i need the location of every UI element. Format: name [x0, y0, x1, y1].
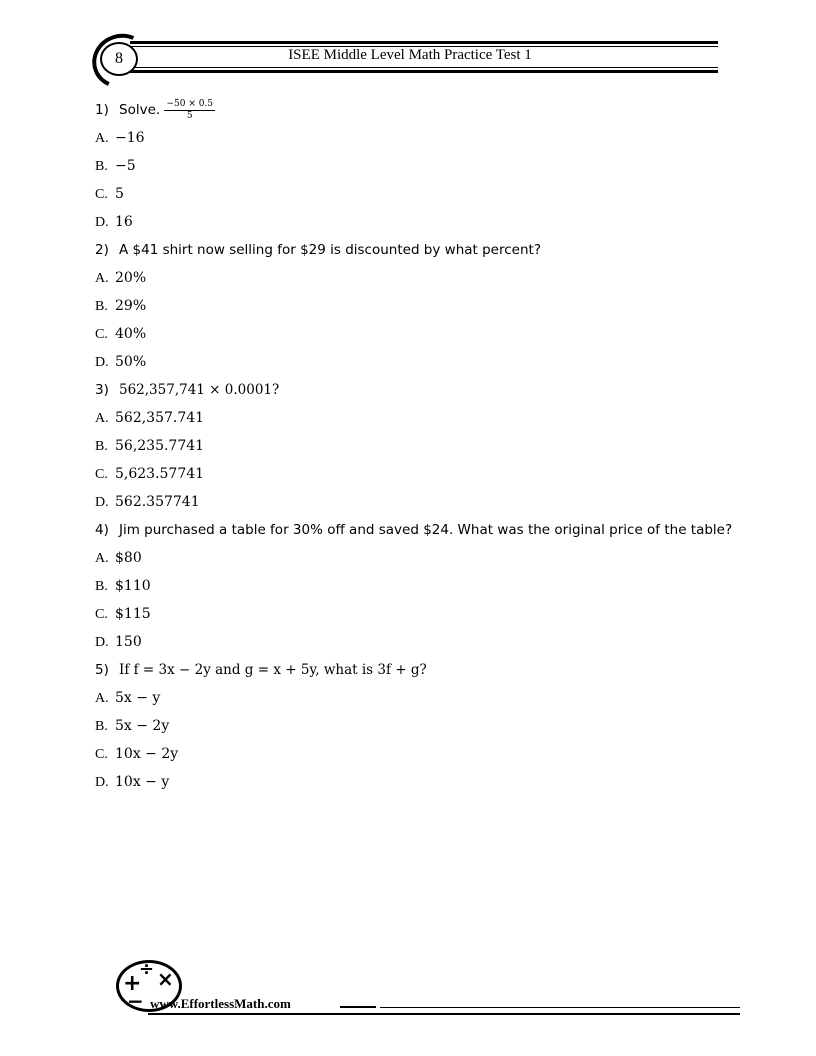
question-number: 3): [95, 382, 109, 398]
option-letter: C.: [95, 467, 108, 482]
answer-option[interactable]: [95, 432, 735, 460]
option-letter: B.: [95, 299, 108, 314]
answer-option[interactable]: [95, 712, 735, 740]
question-3: [95, 376, 735, 404]
option-text: 16: [115, 214, 133, 230]
footer-rule-short: [340, 1006, 376, 1008]
option-letter: B.: [95, 719, 108, 734]
answer-option[interactable]: [95, 180, 735, 208]
option-letter: C.: [95, 327, 108, 342]
option-letter: A.: [95, 551, 109, 566]
option-text: 5,623.57741: [115, 466, 205, 482]
question-prompt: If f = 3x − 2y and g = x + 5y, what is 3f + g?: [119, 662, 427, 678]
answer-option[interactable]: [95, 124, 735, 152]
question-4: [95, 516, 735, 544]
question-list: [95, 96, 735, 796]
option-text: 40%: [115, 326, 147, 342]
option-text: 20%: [115, 270, 147, 286]
question-number: 4): [95, 522, 109, 538]
website-url[interactable]: www.EffortlessMath.com: [150, 996, 291, 1011]
question-number: 5): [95, 662, 109, 678]
option-text: 5x − y: [115, 690, 161, 706]
option-letter: A.: [95, 411, 109, 426]
option-text: 10x − y: [115, 774, 170, 790]
option-letter: A.: [95, 271, 109, 286]
times-icon: ×: [157, 967, 174, 991]
option-letter: D.: [95, 215, 109, 230]
answer-option[interactable]: [95, 768, 735, 796]
question-1: [95, 96, 735, 124]
option-text: $110: [115, 578, 151, 594]
fraction-denominator: 5: [186, 110, 193, 121]
option-letter: A.: [95, 691, 109, 706]
header-rule-bottom-thin: [130, 67, 718, 68]
answer-option[interactable]: [95, 572, 735, 600]
question-prompt: A $41 shirt now selling for $29 is discounted by what percent?: [119, 242, 541, 258]
question-prompt: Jim purchased a table for 30% off and saved $24. What was the original price of the table?: [119, 522, 733, 538]
answer-option[interactable]: [95, 600, 735, 628]
option-letter: C.: [95, 187, 108, 202]
option-text: 562.357741: [115, 494, 200, 510]
minus-icon: −: [127, 989, 144, 1013]
page-header-title: ISEE Middle Level Math Practice Test 1: [288, 47, 532, 63]
fraction-numerator: −50 × 0.5: [166, 98, 214, 109]
footer-rule-bottom: [148, 1013, 740, 1015]
option-text: 150: [115, 634, 142, 650]
option-letter: C.: [95, 747, 108, 762]
divide-icon: ÷: [139, 959, 155, 980]
option-letter: B.: [95, 579, 108, 594]
option-letter: C.: [95, 607, 108, 622]
plus-icon: +: [123, 971, 142, 996]
footer-rule-top: [380, 1007, 740, 1008]
question-5: [95, 656, 735, 684]
answer-option[interactable]: [95, 740, 735, 768]
question-number: 1): [95, 102, 109, 118]
option-text: −16: [115, 130, 145, 146]
answer-option[interactable]: [95, 320, 735, 348]
option-text: 56,235.7741: [115, 438, 205, 454]
option-letter: A.: [95, 131, 109, 146]
answer-option[interactable]: [95, 628, 735, 656]
answer-option[interactable]: [95, 208, 735, 236]
header-rule-bottom: [130, 70, 718, 73]
answer-option[interactable]: [95, 404, 735, 432]
answer-option[interactable]: [95, 348, 735, 376]
option-letter: B.: [95, 159, 108, 174]
question-prompt: Solve.: [119, 102, 161, 118]
header-rule-top: [130, 41, 718, 44]
option-text: $80: [115, 550, 142, 566]
answer-option[interactable]: [95, 460, 735, 488]
answer-option[interactable]: [95, 152, 735, 180]
answer-option[interactable]: [95, 292, 735, 320]
option-text: 562,357.741: [115, 410, 205, 426]
page-number: 8: [100, 42, 138, 76]
option-text: 29%: [115, 298, 147, 314]
option-text: $115: [115, 606, 151, 622]
option-text: 50%: [115, 354, 147, 370]
question-number: 2): [95, 242, 109, 258]
answer-option[interactable]: [95, 544, 735, 572]
option-text: −5: [115, 158, 136, 174]
question-prompt: 562,357,741 × 0.0001?: [119, 382, 280, 398]
option-text: 5x − 2y: [115, 718, 170, 734]
option-letter: D.: [95, 495, 109, 510]
option-text: 5: [115, 186, 124, 202]
option-text: 10x − 2y: [115, 746, 179, 762]
question-2: [95, 236, 735, 264]
question-fraction: [164, 99, 215, 122]
answer-option[interactable]: [95, 488, 735, 516]
option-letter: D.: [95, 355, 109, 370]
answer-option[interactable]: [95, 684, 735, 712]
answer-option[interactable]: [95, 264, 735, 292]
option-letter: D.: [95, 775, 109, 790]
option-letter: B.: [95, 439, 108, 454]
option-letter: D.: [95, 635, 109, 650]
